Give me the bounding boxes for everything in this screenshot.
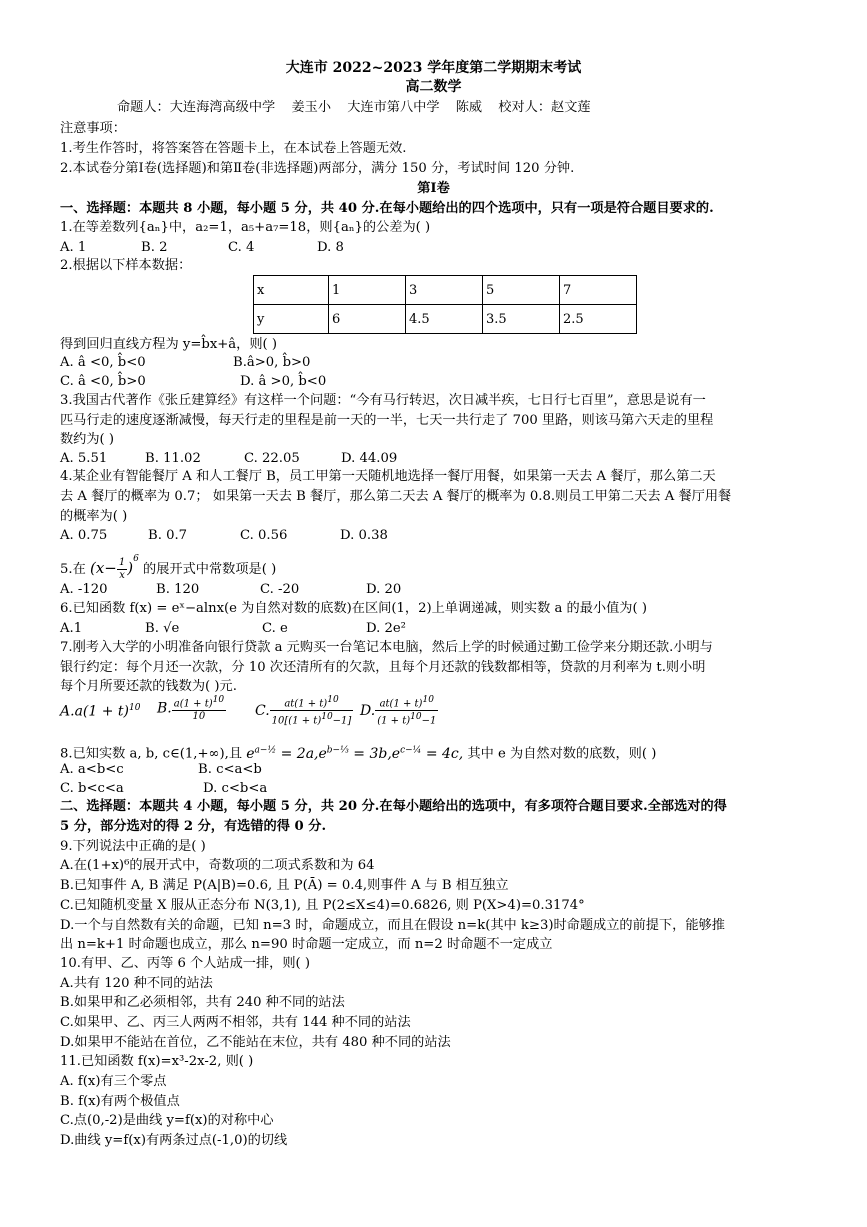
q7-line: 7.刚考入大学的小明准备向银行贷款 a 元购买一台笔记本电脑，然后上学的时候通过勤工俭学来分期还款.小明与	[60, 640, 713, 655]
q11-option-c: C.点(0,-2)是曲线 y=f(x)的对称中心	[60, 1113, 274, 1128]
q6-option-d: D. 2e²	[366, 621, 406, 636]
q2-after-table: 得到回归直线方程为 y=b̂x+â，则( )	[60, 337, 278, 352]
q7-option-a: $A.a(1 + t)^{10}$	[60, 703, 141, 720]
q10-option-b: B.如果甲和乙必须相邻，共有 240 种不同的站法	[60, 995, 345, 1010]
notice-item: 1.考生作答时，将答案答在答题卡上，在本试卷上答题无效.	[60, 141, 407, 156]
q3-line: 匹马行走的速度逐渐减慢，每天行走的里程是前一天的一半，七天一共行走了 700 里路，则该马第六天走的里程	[60, 413, 714, 428]
q4-option-b: B. 0.7	[148, 528, 188, 543]
q5-option-a: A. -120	[60, 582, 108, 597]
q5-option-d: D. 20	[366, 582, 402, 597]
table-row	[254, 305, 637, 334]
q5-stem-post: 的展开式中常数项是( )	[143, 562, 277, 577]
section2-heading: 二、选择题：本题共 4 小题，每小题 5 分，共 20 分.在每小题给出的选项中，有多项符合题目要求.全部选对的得	[60, 799, 727, 814]
q6-option-a: A.1	[60, 621, 83, 636]
table-cell: 3	[406, 276, 483, 305]
q1-stem: 1.在等差数列{aₙ}中，a₂=1，a₅+a₇=18，则{aₙ}的公差为( )	[60, 220, 431, 235]
table-cell: y	[254, 305, 329, 334]
q4-line: 去 A 餐厅的概率为 0.7； 如果第一天去 B 餐厅，那么第二天去 A 餐厅的概率为 0.8.则员工甲第二天去 A 餐厅用餐	[60, 489, 732, 504]
q5-stem	[60, 555, 276, 582]
section1-heading: 一、选择题：本题共 8 小题，每小题 5 分，共 40 分.在每小题给出的四个选项中，只有一项是符合题目要求的.	[60, 201, 714, 216]
q5-binomial-formula: (x− $\frac{1}{x}$ )$^6$	[89, 554, 139, 581]
table-cell: 3.5	[483, 305, 560, 334]
part1-title: 第Ⅰ卷	[417, 181, 450, 196]
q11-option-b: B. f(x)有两个极值点	[60, 1094, 180, 1109]
q2-option-d: D. â >0, b̂<0	[240, 374, 327, 389]
section2-heading-cont: 5 分，部分选对的得 2 分，有选错的得 0 分.	[60, 819, 327, 834]
q6-option-c: C. e	[262, 621, 288, 636]
q8-option-a: A. a<b<c	[60, 762, 124, 777]
table-row	[254, 276, 637, 305]
q6-stem: 6.已知函数 f(x) = eˣ−alnx(e 为自然对数的底数)在区间(1，2)上单调递减，则实数 a 的最小值为( )	[60, 601, 647, 616]
q10-option-a: A.共有 120 种不同的站法	[60, 976, 213, 991]
q10-option-c: C.如果甲、乙、丙三人两两不相邻，共有 144 种不同的站法	[60, 1015, 411, 1030]
table-cell: 5	[483, 276, 560, 305]
notice-heading: 注意事项：	[60, 121, 126, 136]
q8-stem-post: 其中 e 为自然对数的底数，则( )	[467, 746, 657, 762]
q9-option-b: B.已知事件 A, B 满足 P(A|B)=0.6, 且 P(Ā) = 0.4,则事件 A 与 B 相互独立	[60, 878, 509, 893]
q8-stem-pre: 8.已知实数 a, b, c∈(1,+∞),且	[60, 746, 243, 762]
sample-data-table	[253, 275, 637, 334]
q9-option-c: C.已知随机变量 X 服从正态分布 N(3,1), 且 P(2≤X≤4)=0.6826, 则 P(X>4)=0.3174°	[60, 898, 585, 913]
q6-option-b: B. √e	[145, 621, 180, 636]
q1-option-d: D. 8	[317, 240, 344, 255]
table-cell: x	[254, 276, 329, 305]
q3-option-d: D. 44.09	[341, 451, 398, 466]
q3-option-c: C. 22.05	[244, 451, 300, 466]
q2-option-b: B.â>0, b̂>0	[233, 355, 311, 370]
q9-option-d: D.一个与自然数有关的命题，已知 n=3 时，命题成立，而且在假设 n=k(其中 k≥3)时命题成立的前提下，能够推	[60, 918, 725, 933]
table-cell: 6	[329, 305, 406, 334]
table-cell: 7	[560, 276, 637, 305]
q3-option-b: B. 11.02	[145, 451, 201, 466]
q9-option-a: A.在(1+x)⁶的展开式中，奇数项的二项式系数和为 64	[60, 858, 375, 873]
q1-option-b: B. 2	[141, 240, 168, 255]
q8-option-b: B. c<a<b	[198, 762, 262, 777]
q1-option-a: A. 1	[60, 240, 87, 255]
q9-option-d-cont: 出 n=k+1 时命题也成立，那么 n=90 时命题一定成立，而 n=2 时命题不一定成立	[60, 937, 553, 952]
exam-subject: 高二数学	[405, 79, 462, 95]
q10-option-d: D.如果甲不能站在首位，乙不能站在末位，共有 480 种不同的站法	[60, 1035, 451, 1050]
q7-option-b: B. $\frac{a(1 + t)^{10}}{10}$	[157, 695, 225, 723]
table-cell: 1	[329, 276, 406, 305]
q9-stem: 9.下列说法中正确的是( )	[60, 839, 206, 854]
q11-stem: 11.已知函数 f(x)=x³-2x-2, 则( )	[60, 1054, 254, 1069]
q2-option-c: C. â <0, b̂>0	[60, 374, 146, 389]
q7-line: 银行约定：每个月还一次款，分 10 次还清所有的欠款，且每个月还款的钱数都相等，贷款的月利率为 t.则小明	[60, 660, 706, 675]
q2-option-a: A. â <0, b̂<0	[60, 355, 146, 370]
q3-line: 数约为( )	[60, 432, 115, 447]
q3-line: 3.我国古代著作《张丘建算经》有这样一个问题：“今有马行转迟，次日减半疾，七日行七百里”，意思是说有一	[60, 393, 706, 408]
exam-title: 大连市 2022~2023 学年度第二学期期末考试	[285, 60, 582, 76]
q10-stem: 10.有甲、乙、丙等 6 个人站成一排，则( )	[60, 956, 311, 971]
q11-option-a: A. f(x)有三个零点	[60, 1074, 167, 1089]
q4-option-a: A. 0.75	[60, 528, 108, 543]
q4-option-c: C. 0.56	[240, 528, 288, 543]
q8-condition-formula: $e^{a-\frac{1}{2}} = 2a,e^{b-\frac{1}{3}} = 3b,e^{c-\frac{1}{4}} = 4c$,	[246, 745, 464, 762]
q5-stem-pre: 5.在	[60, 562, 86, 577]
q8-stem	[60, 740, 656, 765]
q7-option-d: D. $\frac{at(1 + t)^{10}}{(1 + t)^{10}-1}$	[360, 695, 437, 727]
q5-option-c: C. -20	[260, 582, 300, 597]
q11-option-d: D.曲线 y=f(x)有两条过点(-1,0)的切线	[60, 1133, 288, 1148]
q4-line: 的概率为( )	[60, 509, 128, 524]
q5-option-b: B. 120	[156, 582, 200, 597]
q8-option-c: C. b<c<a	[60, 781, 124, 796]
q4-option-d: D. 0.38	[340, 528, 388, 543]
q3-option-a: A. 5.51	[60, 451, 108, 466]
q8-option-d: D. c<b<a	[203, 781, 268, 796]
q7-line: 每个月所要还款的钱数为( )元.	[60, 679, 237, 694]
q2-stem: 2.根据以下样本数据：	[60, 258, 192, 273]
q4-line: 4.某企业有智能餐厅 A 和人工餐厅 B，员工甲第一天随机地选择一餐厅用餐，如果第一天去 A 餐厅，那么第二天	[60, 469, 716, 484]
q1-option-c: C. 4	[228, 240, 255, 255]
notice-item: 2.本试卷分第Ⅰ卷(选择题)和第Ⅱ卷(非选择题)两部分，满分 150 分，考试时间 120 分钟.	[60, 161, 575, 176]
table-cell: 2.5	[560, 305, 637, 334]
q7-option-c: C. $\frac{at(1 + t)^{10}}{10[(1 + t)^{10}-1]}$	[255, 695, 352, 727]
table-cell: 4.5	[406, 305, 483, 334]
exam-authors: 命题人：大连海湾高级中学 姜玉小 大连市第八中学 陈威 校对人：赵文莲	[117, 100, 591, 115]
